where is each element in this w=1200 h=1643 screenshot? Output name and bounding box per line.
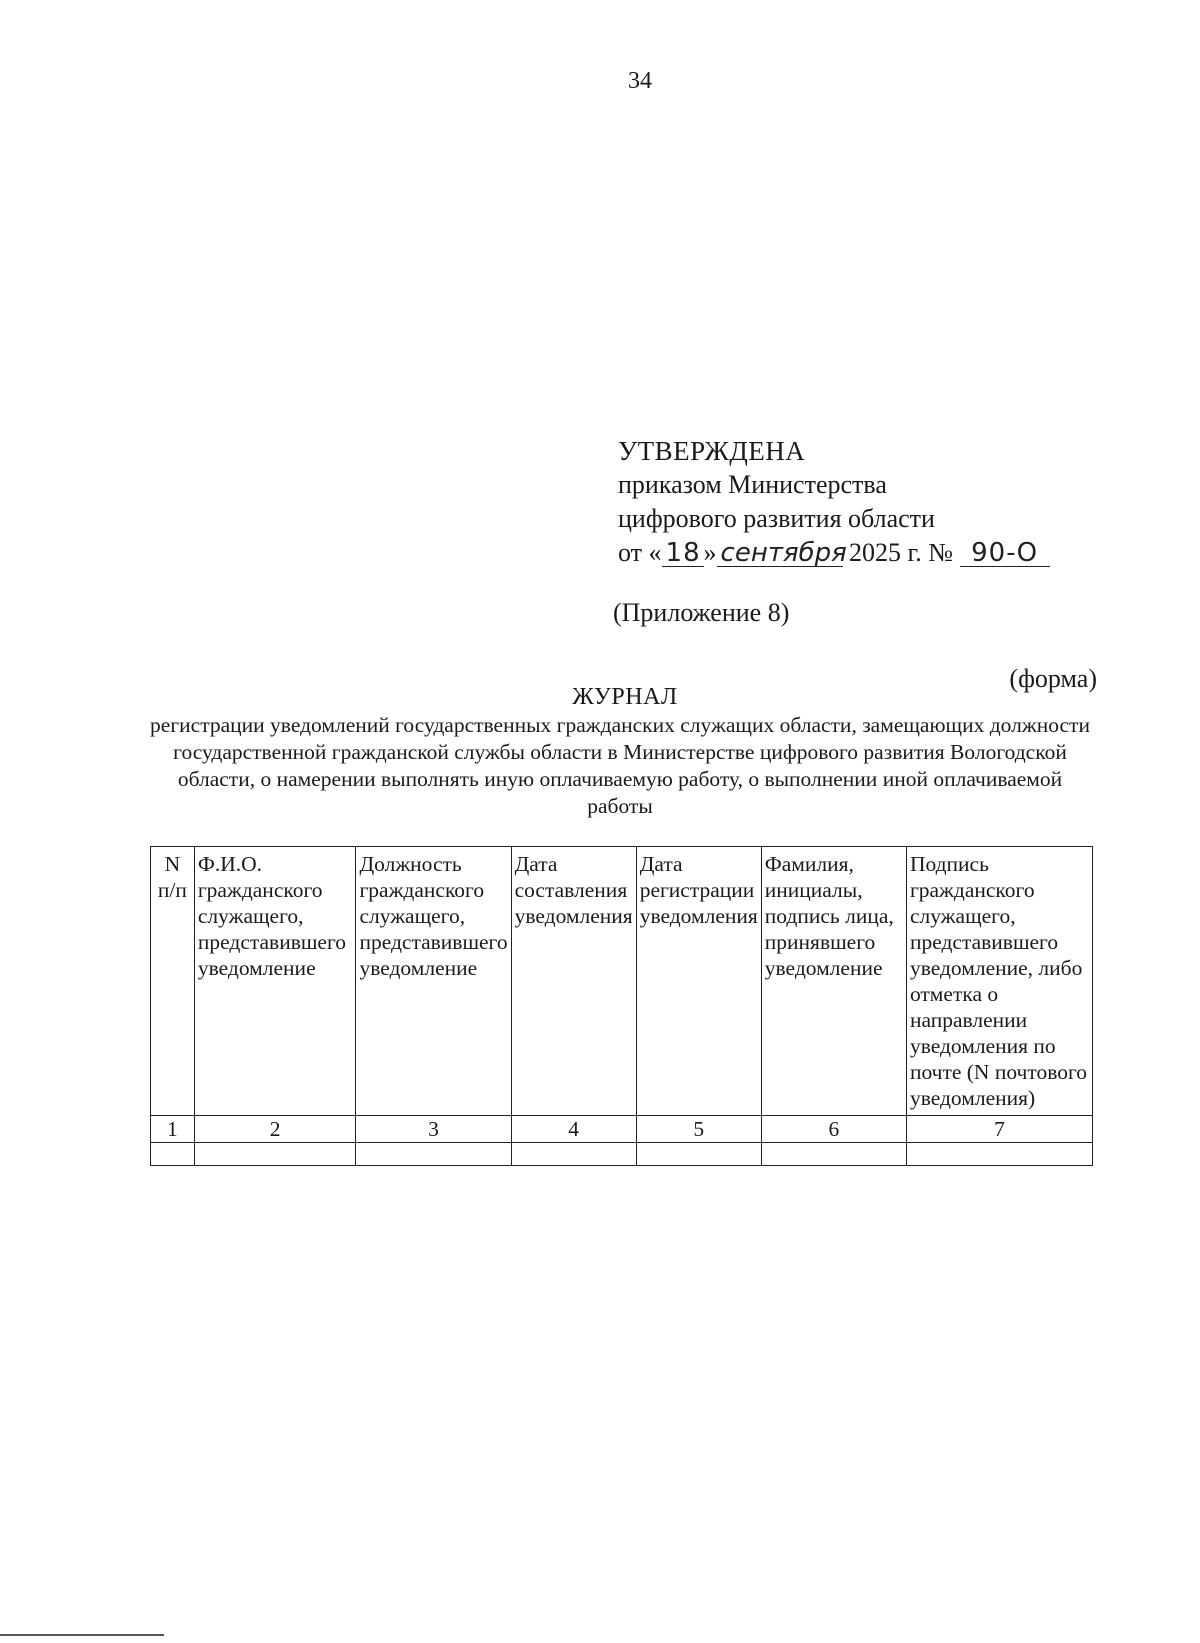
journal-title: ЖУРНАЛ	[572, 684, 678, 710]
header-cell-registration-date: Дата регистрации уведомления	[636, 847, 761, 1116]
table-cell	[511, 1143, 636, 1166]
table-cell	[151, 1143, 195, 1166]
column-number: 1	[151, 1116, 195, 1143]
header-cell-position: Должность гражданского служащего, представившего уведомление	[356, 847, 511, 1116]
date-mid: »	[703, 538, 717, 567]
column-number: 7	[906, 1116, 1092, 1143]
column-number: 4	[511, 1116, 636, 1143]
table-cell	[636, 1143, 761, 1166]
handwritten-day: 18	[662, 540, 704, 567]
table-cell	[761, 1143, 906, 1166]
table-cell	[906, 1143, 1092, 1166]
year-text: 2025 г. №	[849, 538, 954, 567]
header-cell-receiver: Фамилия, инициалы, подпись лица, принявшего уведомление	[761, 847, 906, 1116]
column-number: 3	[356, 1116, 511, 1143]
handwritten-order-number: 90-О	[960, 540, 1050, 567]
approval-order-line: приказом Министерства	[618, 470, 887, 499]
column-number: 2	[194, 1116, 356, 1143]
table-header-row	[151, 847, 1093, 1116]
table-cell	[356, 1143, 511, 1166]
header-cell-number: N п/п	[151, 847, 195, 1116]
approval-block	[618, 434, 1050, 570]
header-cell-signature: Подпись гражданского служащего, представившего уведомление, либо отметка о направлении уведомления по почте (N почтового уведомления)	[906, 847, 1092, 1116]
table-column-number-row	[151, 1116, 1093, 1143]
journal-subtitle: регистрации уведомлений государственных гражданских служащих области, замещающих должности государственной гражданской службы области в Министерстве цифрового развития Вологодской области, о намерении выполнять иную оплачиваемую работу, о выполнении иной оплачиваемой работы	[150, 713, 1090, 818]
approval-ministry-line: цифрового развития области	[618, 504, 935, 533]
scan-edge-line	[0, 1634, 164, 1636]
page-number: 34	[628, 68, 652, 94]
header-cell-full-name: Ф.И.О. гражданского служащего, представившего уведомление	[194, 847, 356, 1116]
journal-table	[150, 846, 1093, 1166]
attachment-label: (Приложение 8)	[613, 598, 790, 627]
column-number: 5	[636, 1116, 761, 1143]
handwritten-month: сентября	[717, 540, 843, 567]
form-label: (форма)	[1009, 664, 1097, 693]
column-number: 6	[761, 1116, 906, 1143]
table-cell	[194, 1143, 356, 1166]
date-prefix: от «	[618, 538, 662, 567]
approval-date-line	[618, 536, 1050, 570]
table-row	[151, 1143, 1093, 1166]
approval-heading: УТВЕРЖДЕНА	[618, 436, 806, 466]
header-cell-creation-date: Дата составления уведомления	[511, 847, 636, 1116]
